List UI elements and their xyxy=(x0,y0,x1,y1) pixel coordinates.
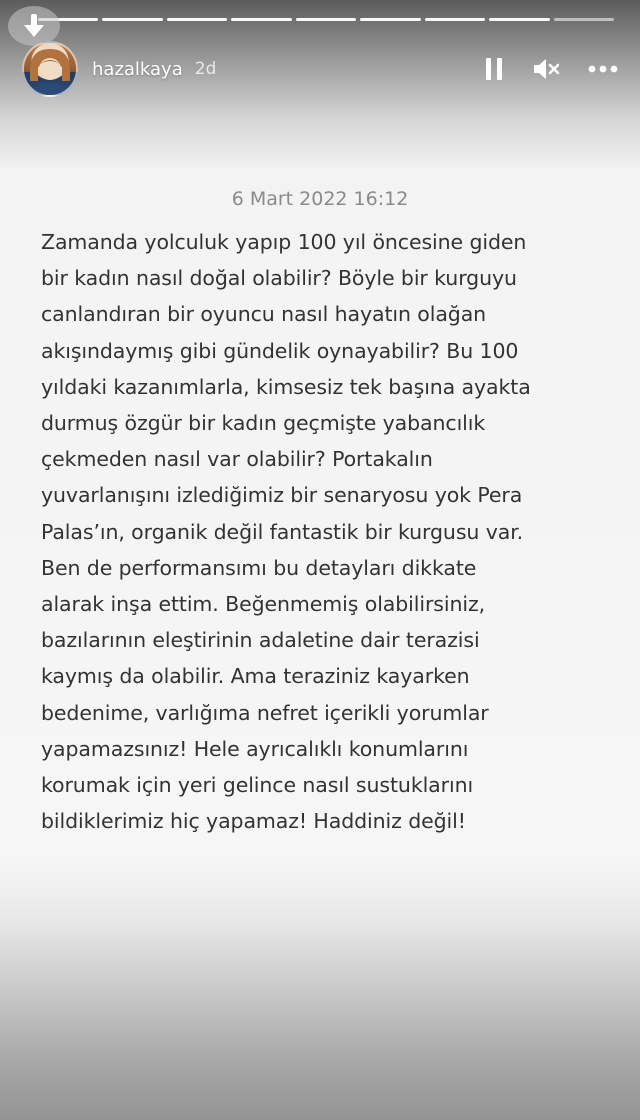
story-text-line: bedenime, varlığıma nefret içerikli yorumlar xyxy=(41,700,489,725)
progress-segment xyxy=(360,18,420,21)
progress-segment xyxy=(554,18,614,21)
pause-button[interactable] xyxy=(484,57,504,81)
story-text-line: durmuş özgür bir kadın geçmişte yabancılık xyxy=(41,411,486,436)
pause-icon xyxy=(484,57,504,81)
story-age: 2d xyxy=(194,59,217,79)
mute-button[interactable] xyxy=(532,57,560,81)
story-text-line: yıldaki kazanımlarla, kimsesiz tek başına ayakta xyxy=(41,374,531,399)
story-text-line: Ben de performansımı bu detayları dikkate xyxy=(41,555,477,580)
progress-segment xyxy=(489,18,549,21)
story-header xyxy=(22,40,618,98)
story-text-line: bazılarının eleştirinin adaletine dair terazisi xyxy=(41,628,480,653)
note-timestamp: 6 Mart 2022 16:12 xyxy=(231,188,409,210)
story-controls xyxy=(484,57,618,81)
story-text-line: bildiklerimiz hiç yapamaz! Haddiniz değil! xyxy=(41,809,466,834)
progress-segment xyxy=(231,18,291,21)
story-text-line: yuvarlanışını izlediğimiz bir senaryosu yok Pera xyxy=(41,483,523,508)
progress-segment xyxy=(167,18,227,21)
username[interactable]: hazalkaya xyxy=(92,58,183,80)
story-text-line: bir kadın nasıl doğal olabilir? Böyle bir kurguyu xyxy=(41,266,517,291)
volume-muted-icon xyxy=(532,57,560,81)
progress-segment xyxy=(102,18,162,21)
progress-segment xyxy=(296,18,356,21)
story-text-line: çekmeden nasıl var olabilir? Portakalın xyxy=(41,447,433,472)
progress-segment xyxy=(425,18,485,21)
more-dots-icon xyxy=(588,65,618,73)
story-text-line: canlandıran bir oyuncu nasıl hayatın olağan xyxy=(41,302,487,327)
story-progress-bar xyxy=(38,18,614,22)
more-options-button[interactable] xyxy=(588,65,618,73)
avatar[interactable] xyxy=(22,41,78,97)
story-text-line: kaymış da olabilir. Ama teraziniz kayarken xyxy=(41,664,470,689)
arrow-down-icon xyxy=(23,13,45,39)
story-text-line: korumak için yeri gelince nasıl sustuklarını xyxy=(41,773,474,798)
story-text-line: Palas’ın, organik değil fantastik bir kurgusu var. xyxy=(41,519,524,544)
story-text xyxy=(41,224,611,839)
story-text-line: Zamanda yolculuk yapıp 100 yıl öncesine giden xyxy=(41,230,527,254)
story-text-line: alarak inşa ettim. Beğenmemiş olabilirsiniz, xyxy=(41,592,486,617)
story-text-line: yapamazsınız! Hele ayrıcalıklı konumlarını xyxy=(41,736,469,761)
story-text-line: akışındaymış gibi gündelik oynayabilir? Bu 100 xyxy=(41,338,519,363)
